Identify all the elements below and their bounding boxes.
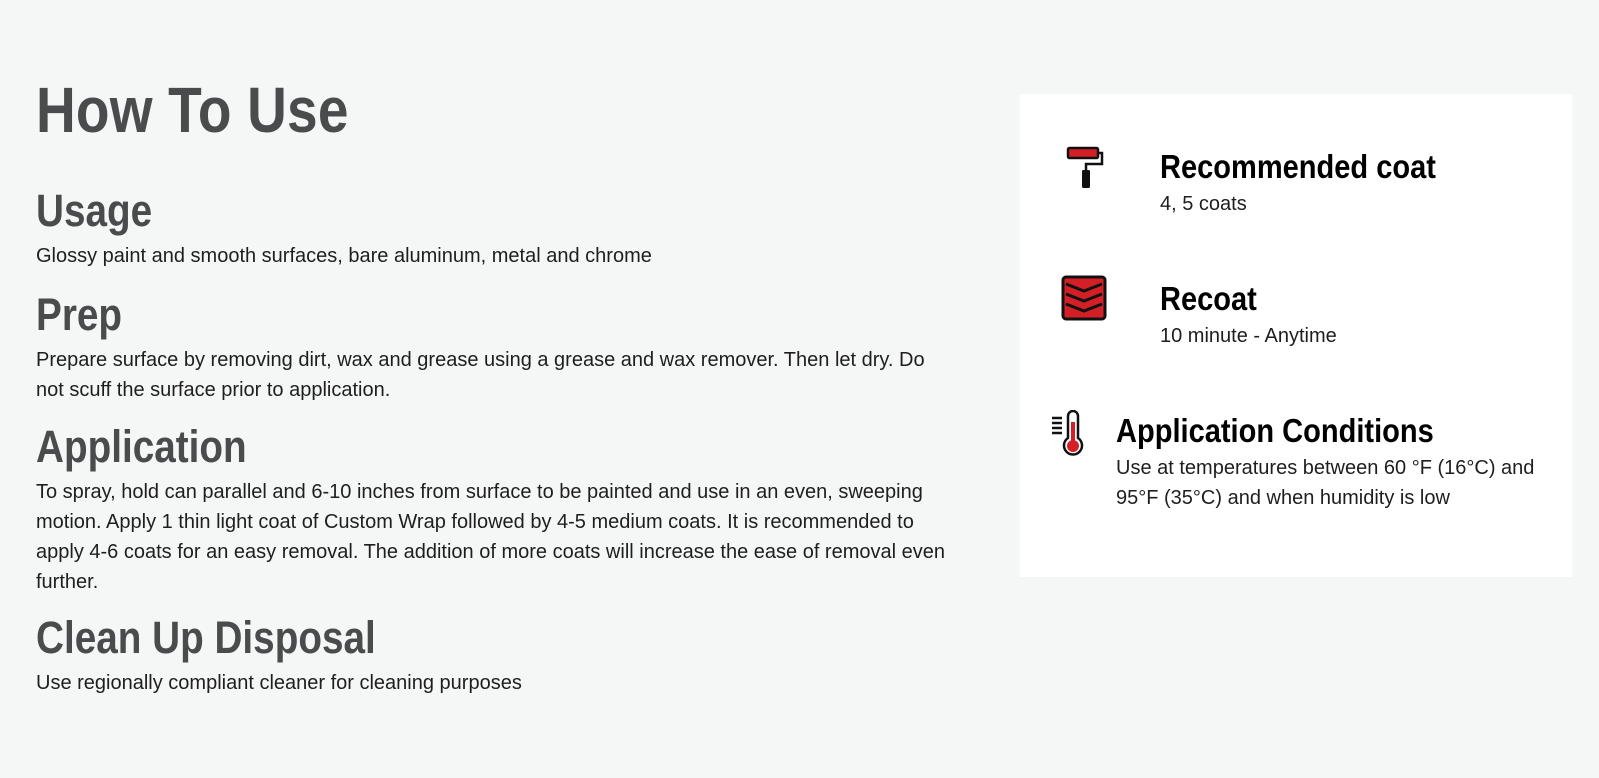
- how-to-use-content: [36, 74, 956, 694]
- spec-title: Application Conditions: [1116, 412, 1434, 449]
- section-body: Prepare surface by removing dirt, wax and grease using a grease and wax remover. Then let dry. Do not scuff the surface prior to application.: [36, 349, 925, 401]
- section-body: Glossy paint and smooth surfaces, bare aluminum, metal and chrome: [36, 245, 652, 267]
- section-clean-up-disposal: [36, 612, 956, 698]
- spec-application-conditions: [1116, 414, 1556, 513]
- spec-value: 10 minute - Anytime: [1160, 325, 1337, 347]
- spec-recoat: [1160, 282, 1560, 351]
- section-heading: Prep: [36, 289, 123, 340]
- specs-card: [1020, 94, 1572, 577]
- thermometer-icon: [1048, 410, 1096, 458]
- spec-title: Recommended coat: [1160, 148, 1436, 185]
- section-body: To spray, hold can parallel and 6-10 inches from surface to be painted and use in an even, sweeping motion. Apply 1 thin light coat of Custom Wrap followed by 4-5 medium coats. It is recommended to apply 4-6 coats for an easy removal. The addition of more coats will increase the ease of removal even further.: [36, 481, 945, 593]
- section-application: [36, 421, 956, 597]
- section-heading: Application: [36, 421, 247, 472]
- spec-value: 4, 5 coats: [1160, 193, 1247, 215]
- page-title: How To Use: [36, 74, 349, 146]
- spec-value: Use at temperatures between 60 °F (16°C) and 95°F (35°C) and when humidity is low: [1116, 457, 1535, 509]
- section-heading: Usage: [36, 185, 153, 236]
- spec-title: Recoat: [1160, 280, 1257, 317]
- spec-recommended-coat: [1160, 150, 1560, 219]
- section-body: Use regionally compliant cleaner for cleaning purposes: [36, 672, 522, 694]
- layers-chevron-icon: [1060, 274, 1108, 322]
- section-usage: [36, 185, 956, 271]
- section-prep: [36, 289, 956, 405]
- paint-roller-icon: [1060, 144, 1108, 192]
- section-heading: Clean Up Disposal: [36, 612, 376, 663]
